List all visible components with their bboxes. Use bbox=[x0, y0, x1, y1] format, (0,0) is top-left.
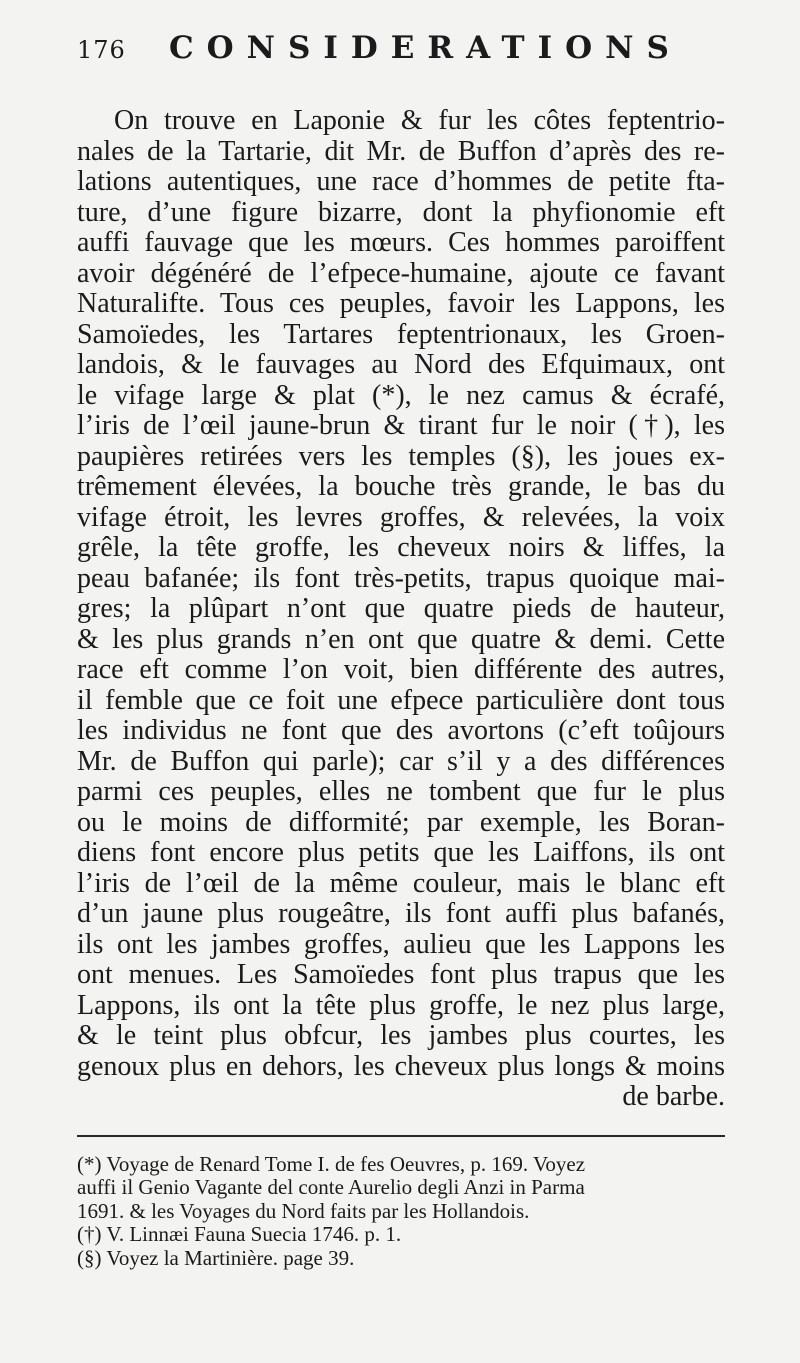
text-line: ou le moins de difformité; par exemple, les Boran- bbox=[77, 806, 725, 838]
text-line: nales de la Tartarie, dit Mr. de Buffon d’après des re- bbox=[77, 135, 725, 167]
footnote-line: 1691. & les Voyages du Nord faits par les Hollandois. bbox=[77, 1198, 530, 1223]
text-line: genoux plus en dehors, les cheveux plus longs & moins bbox=[77, 1050, 725, 1082]
text-line: Lappons, ils ont la tête plus groffe, le nez plus large, bbox=[77, 989, 725, 1021]
text-line: l’iris de l’œil jaune-brun & tirant fur le noir (†), les bbox=[77, 410, 725, 441]
text-line: gres; la plûpart n’ont que quatre pieds de hauteur, bbox=[77, 593, 725, 624]
text-line: ture, d’une figure bizarre, dont la phyfionomie eft bbox=[77, 196, 725, 228]
text-line: l’iris de l’œil de la même couleur, mais le blanc eft bbox=[77, 867, 725, 899]
text-line: paupières retirées vers les temples (§), les joues ex- bbox=[77, 440, 725, 472]
running-title: CONSIDERATIONS bbox=[169, 30, 682, 66]
text-line: grêle, la tête groffe, les cheveux noirs & liffes, la bbox=[77, 532, 725, 563]
page-header bbox=[77, 30, 725, 90]
footnote-rule bbox=[77, 1135, 725, 1137]
text-line: ils ont les jambes groffes, aulieu que les Lappons les bbox=[77, 928, 725, 960]
text-line: d’un jaune plus rougeâtre, ils font auffi plus bafanés, bbox=[77, 898, 725, 929]
text-line: diens font encore plus petits que les Laiffons, ils ont bbox=[77, 837, 725, 868]
text-line: vifage étroit, les levres groffes, & relevées, la voix bbox=[77, 501, 725, 533]
text-line: ont menues. Les Samoïedes font plus trapus que les bbox=[77, 959, 725, 990]
text-line: parmi ces peuples, elles ne tombent que fur le plus bbox=[77, 776, 725, 807]
text-line: il femble que ce foit une efpece particulière dont tous bbox=[77, 684, 725, 716]
text-line: landois, & le fauvages au Nord des Efquimaux, ont bbox=[77, 349, 725, 380]
text-line: Mr. de Buffon qui parle); car s’il y a des différences bbox=[77, 745, 725, 777]
text-line: peau bafanée; ils font très-petits, trapus quoique mai- bbox=[77, 562, 725, 594]
text-line: trêmement élevées, la bouche très grande, le bas du bbox=[77, 471, 725, 502]
text-line: les individus ne font que des avortons (c’eft toûjours bbox=[77, 715, 725, 746]
text-line: avoir dégénéré de l’efpece-humaine, ajoute ce favant bbox=[77, 257, 725, 289]
text-line: & les plus grands n’en ont que quatre & demi. Cette bbox=[77, 623, 725, 655]
text-line: de barbe. bbox=[622, 1081, 725, 1112]
text-line: race eft comme l’on voit, bien différente des autres, bbox=[77, 654, 725, 685]
text-line: Samoïedes, les Tartares feptentrionaux, les Groen- bbox=[77, 318, 725, 350]
footnotes bbox=[77, 1153, 725, 1271]
footnote-line: (§) Voyez la Martinière. page 39. bbox=[77, 1245, 355, 1270]
text-line: le vifage large & plat (*), le nez camus & écrafé, bbox=[77, 379, 725, 411]
main-paragraph bbox=[77, 106, 725, 1113]
text-line: & le teint plus obfcur, les jambes plus courtes, les bbox=[77, 1020, 725, 1051]
footnote-line: (†) V. Linnæi Fauna Suecia 1746. p. 1. bbox=[77, 1222, 402, 1246]
footnote-line: (*) Voyage de Renard Tome I. de fes Oeuvres, p. 169. Voyez bbox=[77, 1151, 586, 1176]
text-line: Naturalifte. Tous ces peuples, favoir les Lappons, les bbox=[77, 288, 725, 319]
text-line: auffi fauvage que les mœurs. Ces hommes paroiffent bbox=[77, 227, 725, 258]
page-number: 176 bbox=[77, 36, 126, 64]
text-line: lations autentiques, une race d’hommes de petite fta- bbox=[77, 166, 725, 197]
footnote-line: auffi il Genio Vagante del conte Aurelio degli Anzi in Parma bbox=[77, 1175, 585, 1199]
text-line: On trouve en Laponie & fur les côtes feptentrio- bbox=[114, 105, 725, 136]
